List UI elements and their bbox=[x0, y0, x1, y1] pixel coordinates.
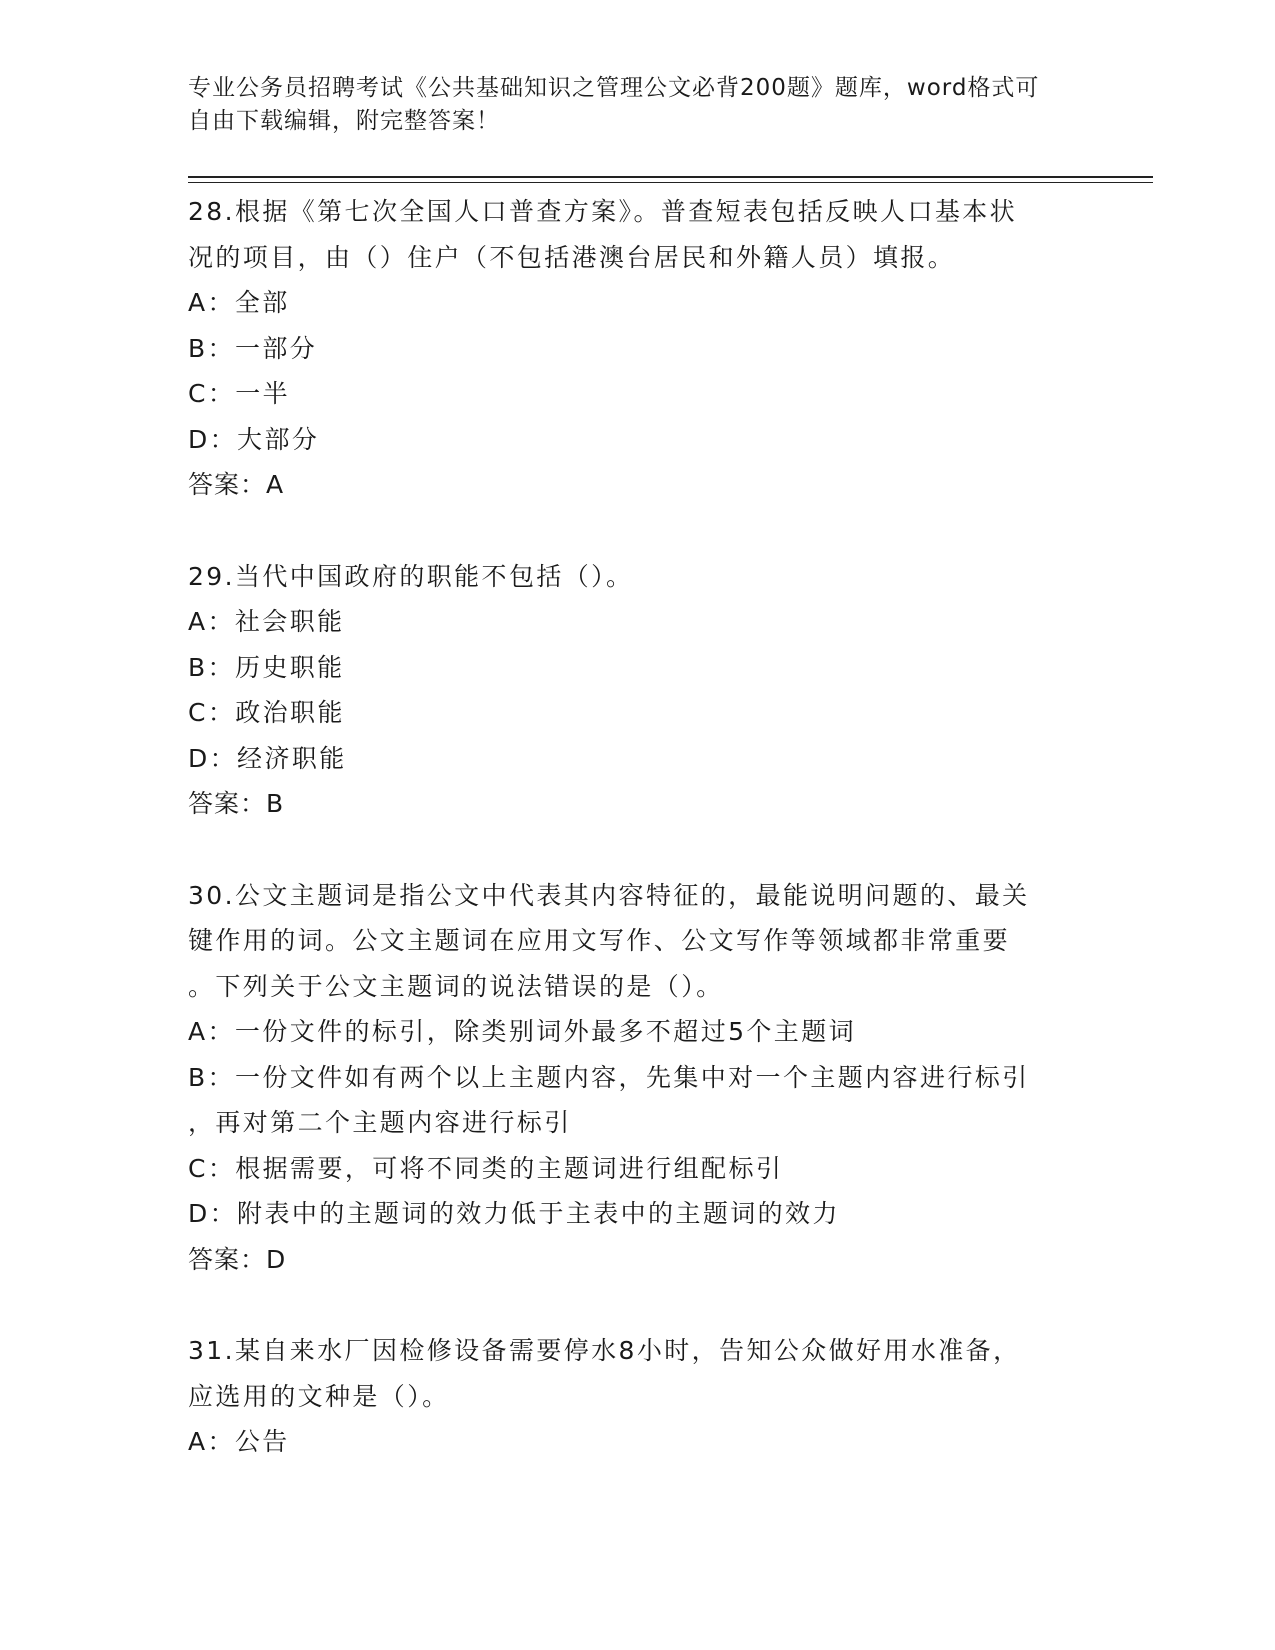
question-30 bbox=[188, 873, 1088, 1283]
question-stem: 。下列关于公文主题词的说法错误的是（）。 bbox=[188, 971, 724, 1001]
header-rule-thin bbox=[188, 182, 1153, 183]
option-c: C：政治职能 bbox=[188, 698, 345, 727]
option-a: A：社会职能 bbox=[188, 607, 345, 636]
question-stem: 31.某自来水厂因检修设备需要停水8小时，告知公众做好用水准备， bbox=[188, 1336, 1021, 1365]
question-stem: 28.根据《第七次全国人口普查方案》。普查短表包括反映人口基本状 bbox=[188, 197, 1018, 226]
option-d: D：附表中的主题词的效力低于主表中的主题词的效力 bbox=[188, 1199, 840, 1228]
question-stem: 29.当代中国政府的职能不包括（）。 bbox=[188, 561, 634, 591]
option-c: C：一半 bbox=[188, 379, 291, 408]
option-c: C：根据需要，可将不同类的主题词进行组配标引 bbox=[188, 1153, 784, 1183]
question-stem: 况的项目，由（）住户（不包括港澳台居民和外籍人员）填报。 bbox=[188, 242, 956, 272]
option-a: A：公告 bbox=[188, 1427, 290, 1456]
question-29 bbox=[188, 554, 1088, 827]
option-b: B：历史职能 bbox=[188, 652, 345, 682]
option-d: D：大部分 bbox=[188, 424, 320, 454]
document-header bbox=[188, 72, 1068, 138]
question-stem: 键作用的词。公文主题词在应用文写作、公文写作等领域都非常重要 bbox=[188, 926, 1011, 955]
option-b: B：一部分 bbox=[188, 333, 318, 363]
option-b: B：一份文件如有两个以上主题内容，先集中对一个主题内容进行标引 bbox=[188, 1062, 1030, 1092]
question-stem: 应选用的文种是（）。 bbox=[188, 1381, 450, 1411]
option-d: D：经济职能 bbox=[188, 743, 347, 773]
header-rule-thick bbox=[188, 176, 1153, 178]
option-a: A：一份文件的标引，除类别词外最多不超过5个主题词 bbox=[188, 1017, 857, 1046]
question-list bbox=[188, 189, 1088, 1511]
question-stem: 30.公文主题词是指公文中代表其内容特征的，最能说明问题的、最关 bbox=[188, 880, 1030, 910]
answer: 答案：A bbox=[188, 470, 285, 499]
option-b-continued: ，再对第二个主题内容进行标引 bbox=[188, 1108, 572, 1137]
question-28 bbox=[188, 189, 1088, 508]
header-line: 自由下载编辑，附完整答案！ bbox=[188, 108, 500, 134]
option-a: A：全部 bbox=[188, 288, 290, 317]
answer: 答案：B bbox=[188, 789, 285, 818]
question-31 bbox=[188, 1328, 1088, 1465]
header-line: 专业公务员招聘考试《公共基础知识之管理公文必背200题》题库，word格式可 bbox=[188, 75, 1040, 101]
answer: 答案：D bbox=[188, 1244, 287, 1274]
